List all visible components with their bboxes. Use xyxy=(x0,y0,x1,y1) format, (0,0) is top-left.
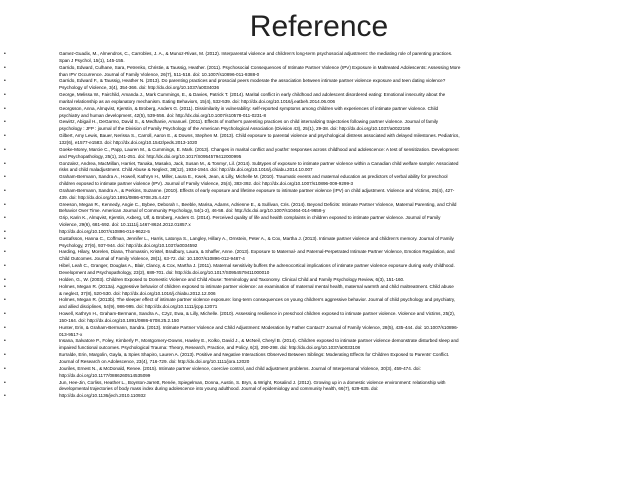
reference-text-continued: marital relationship as an explanatory mechanism. Eating Behaviors, 15(4), 532-539. doi: http://dx.doi.org/10.1016/j.eatbeh.2014.06.006 xyxy=(59,98,336,104)
reference-item xyxy=(0,161,638,175)
reference-text: Gustafsson, Hanna C., Coffman, Jennifer L., Harris, Latonya S., Langley, Hillary A., Ornstein, Peter A., & Cox, Martha J. (2013). Intimate partner violence and children's memory. Journal of Family xyxy=(59,235,454,241)
reference-text: Greeson, Megan R., Kennedy, Angie C., Bybee, Deborah I., Beeble, Marisa, Adams, Adrienne E., & Sullivan, Cris. (2014). Beyond Deficits: Intimate Partner Violence, Maternal Parenting, and Child xyxy=(59,201,457,207)
reference-text-continued: Psychology, 27(6), 937-944. doi: http://dx.doi.org/10.1037/a0034592 xyxy=(59,242,198,248)
reference-item xyxy=(0,174,638,188)
reference-text: Gewirtz, Abigail H., DeGarmo, David S., & Medhanie, Amanuel. (2011). Effects of mother's parenting practices on child internalizing trajectories following partner violence. Journal of family xyxy=(59,119,439,125)
reference-text-continued: http://dx.doi.org/10.1177/0886260514535099 xyxy=(59,372,151,378)
reference-text: Gamez-Guadix, M., Almendros, C., Carrobles, J. A., & Munoz-Rivas, M. (2012). Interparental violence and children's long-term psychosocial adjustment: the mediating role of parenting practices. xyxy=(59,51,453,56)
reference-item xyxy=(0,215,638,229)
reference-text: Garrido, Edward, Culhane, Sara, Petrenko, Christie, & Taussig, Heather. (2011). Psychosocial Consequences of Intimate Partner Violence (IPV) Exposure in Maltreated Adolescents: Assessing More xyxy=(59,64,461,70)
reference-text-continued: Development and Psychopathology, 23(2), 689-701. doi: http://dx.doi.org/10.1017/S0954579411000010 xyxy=(59,270,270,275)
reference-text-continued: than IPV Occurrence. Journal of Family Violence, 26(7), 511-518. doi: 10.1007/s10896-011-9388-0 xyxy=(59,71,260,77)
reference-text-continued: 132(6), e1577-e1583. doi: http://dx.doi.org/10.1542/peds.2013-1020 xyxy=(59,139,198,145)
reference-item xyxy=(0,263,638,277)
reference-item xyxy=(0,380,638,394)
reference-item xyxy=(0,311,638,325)
reference-text: Insana, Salvatore P., Foley, Kimberly P., Montgomery-Downs, Hawley E., Kolko, David J., & McNeil, Cheryl B. (2014). Children exposed to intimate partner violence demonstrate disturbed sleep and xyxy=(59,338,459,344)
reference-item xyxy=(0,338,638,352)
reference-item xyxy=(0,393,638,400)
reference-text-continued: psychiatry and human development, 42(5), 539-556. doi: http://dx.doi.org/10.1007/s10578-011-0231-8 xyxy=(59,112,267,118)
reference-text-continued: 439. doi: http://dx.doi.org/10.1891/0886-6708.25.4.427 xyxy=(59,194,170,200)
reference-text: Hibel, Leah C., Granger, Douglas A., Blair, Clancy, & Cox, Martha J. (2011). Maternal sensitivity buffers the adrenocortical implications of intimate partner violence exposure during early childhood. xyxy=(59,263,455,269)
reference-item xyxy=(0,352,638,366)
reference-text-continued: and Psychopathology, 25(1), 241-251. doi: http://dx.doi.org/10.1017/S0954579412000995 xyxy=(59,153,242,159)
reference-text: Hunter, Erin, & Graham-Bermann, Sandra. (2013). Intimate Partner Violence and Child Adjustment: Moderation by Father Contact? Journal of Family Violence, 28(5), 435-444. doi: 10.1007/s10896- xyxy=(59,324,459,330)
reference-item xyxy=(0,51,638,65)
reference-text-continued: developmental trajectories of body mass index during adolescence into young adulthood. Journal of epidemiology and community health, 66(7), 629-635. doi: xyxy=(59,386,379,392)
reference-text: Holden, G., W. (2003). Children Exposed to Domestic Violence and Child Abuse: Terminology and Taxonomy. Clinical Child and Family Psychology Review, 6(3), 151-160. xyxy=(59,276,405,282)
reference-list xyxy=(0,51,638,400)
reference-text: Iturralde, Erin, Margolin, Gayla, & Spies Shapiro, Lauren A. (2013). Positive and Negative Interactions Observed Between Siblings: Moderating Effects for Children Exposed to Parents' Conflict. xyxy=(59,352,450,358)
reference-text: Graham-Bermann, Sandra A., & Perkins, Suzanne. (2010). Effects of early exposure and lifetime exposure to intimate partner violence (IPV) on child adjustment. Violence and Victims, 25(4), 427- xyxy=(59,187,455,193)
reference-text: Harding, Hilary, Morelen, Diana, Thomassin, Kristel, Bradbury, Laura, & Shaffer, Anne. (2013). Exposure to Maternal- and Paternal-Perpetrated Intimate Partner Violence, Emotion Regulation, and xyxy=(59,249,455,255)
reference-item xyxy=(0,119,638,133)
reference-text-continued: 150-164. doi: http://dx.doi.org/10.1891/0886-6708.25.2.150 xyxy=(59,317,180,323)
reference-text: Jouriles, Ernest N., & McDonald, Renee. (2015). Intimate partner violence, coercive control, and child adjustment problems. Journal of Interpersonal Violence, 30(3), 459-474. doi: xyxy=(59,365,421,371)
reference-item xyxy=(0,297,638,311)
reference-text: Gonzalez, Andrea, MacMillan, Harriet, Tanaka, Masako, Jack, Susan M., & Tonmyr, Lil. (2014). Subtypes of exposure to intimate partner violence within a Canadian child welfare sample: Associated xyxy=(59,160,459,166)
reference-text-continued: Psychology of Violence, 3(4), 354-366. doi: http://dx.doi.org/10.1037/a0034036 xyxy=(59,85,220,91)
reference-text-continued: Journal of Research on Adolescence, 23(4), 716-729. doi: http://dx.doi.org/10.1111/jora.12020 xyxy=(59,358,250,364)
reference-text-continued: Violence, 29(6), 681-692. doi: 10.1111/j.1467-8624.2012.01857.x xyxy=(59,222,191,228)
reference-item xyxy=(0,106,638,120)
reference-text: George, Melissa W., Fairchild, Amanda J., Mark Cummings, E., & Davies, Patrick T. (2014). Marital conflict in early childhood and adolescent disordered eating: Emotional insecurity about the xyxy=(59,92,446,98)
reference-text-continued: psychology : JFP : journal of the Division of Family Psychology of the American Psychological Association (Division 43), 25(1), 29-38. doi: http://dx.doi.org/10.1037/a0022195 xyxy=(59,126,411,132)
reference-item xyxy=(0,366,638,380)
reference-text: http://dx.doi.org/10.1007/s10896-014-9622-5 xyxy=(59,228,150,234)
reference-text-continued: 013-9517-x xyxy=(59,331,83,337)
reference-text-continued: Child Outcomes. Journal of Family Violence, 28(1), 63-72. doi: 10.1007/s10896-012-9487-4 xyxy=(59,256,245,262)
reference-item xyxy=(0,277,638,284)
reference-text-continued: impaired functional outcomes. Psychological Trauma: Theory, Research, Practice, and Policy, 6(3), 290-298. doi: http://dx.doi.org/10.1037/a0033108 xyxy=(59,345,361,351)
reference-text-continued: Behavior Over Time. American Journal of Community Psychology, 54(1-2), 46-58. doi: http://dx.doi.org/10.1007/s10464-014-9658-y xyxy=(59,208,326,214)
reference-item xyxy=(0,92,638,106)
reference-text: Goeke-Morey, Marcie C., Papp, Lauren M., & Cummings, E. Mark. (2013). Changes in marital conflict and youths' responses across childhood and adolescence: A test of sensitization. Development xyxy=(59,146,459,152)
reference-text: Graham-Bermann, Sandra A., Howell, Kathryn H., Miller, Laura E., Kwek, Jean, & Lilly, Michelle M. (2010). Traumatic events and maternal education as predictors of verbal ability for preschool xyxy=(59,174,448,180)
reference-text-continued: and allied disciplines, 54(9), 986-995. doi: http://dx.doi.org/10.1111/jcpp.12071 xyxy=(59,304,218,310)
reference-text-continued: & neglect, 37(8), 520-530. doi: http://dx.doi.org/10.1016/j.chiabu.2012.12.006 xyxy=(59,290,216,296)
reference-text-continued: children exposed to intimate partner violence (IPV). Journal of Family Violence, 25(4), 383-392. doi: http://dx.doi.org/10.1007/s10896-009-9299-3 xyxy=(59,181,354,187)
reference-text-continued: risks and child maladjustment. Child Abuse & Neglect, 38(12), 1934-1944. doi: http://dx.doi.org/10.1016/j.chiabu.2014.10.007 xyxy=(59,167,313,173)
slide-title: Reference xyxy=(249,10,389,43)
reference-text: Grip, Karin K., Almqvist, Kjerstin, Axberg, Ulf, & Broberg, Anders G. (2014). Perceived quality of life and health complaints in children exposed to intimate partner violence. Journal of Family xyxy=(59,215,441,221)
reference-item xyxy=(0,325,638,339)
reference-text: Howell, Kathryn H., Graham-Bermann, Sandra A., Czyz, Ewa, & Lilly, Michelle. (2010). Assessing resilience in preschool children exposed to intimate partner violence. Violence and Victims, 25(2), xyxy=(59,311,456,317)
reference-item xyxy=(0,147,638,161)
reference-text-continued: Span J Psychol, 15(1), 145-155. xyxy=(59,57,125,63)
reference-text: Holmes, Megan R. (2013a). Aggressive behavior of children exposed to intimate partner violence: an examination of maternal mental health, maternal warmth and child maltreatment. Child abuse xyxy=(59,283,454,289)
reference-item xyxy=(0,236,638,250)
reference-item xyxy=(0,78,638,92)
reference-item xyxy=(0,249,638,263)
reference-item xyxy=(0,133,638,147)
reference-item xyxy=(0,188,638,202)
reference-item xyxy=(0,229,638,236)
reference-item xyxy=(0,202,638,216)
reference-text: Holmes, Megan R. (2013b). The sleeper effect of intimate partner violence exposure: long-term consequences on young children's aggressive behavior. Journal of child psychology and psychiatry, xyxy=(59,297,456,303)
reference-text: Gilbert, Amy Lewis, Bauer, Nerissa S., Carroll, Aaron E., & Downs, Stephen M. (2013). Child exposure to parental violence and psychological distress associated with delayed milestones. Pediatrics, xyxy=(59,133,460,139)
reference-text: Jun, Hee-Jin, Corliss, Heather L., Boynton-Jarrett, Renée, Spiegelman, Donna, Austin, S. Bryn, & Wright, Rosalind J. (2012). Growing up in a domestic violence environment: relationship with xyxy=(59,379,446,385)
reference-item xyxy=(0,284,638,298)
reference-text: Georgsson, Anna, Almqvist, Kjerstin, & Broberg, Anders G. (2011). Dissimilarity in vulnerability: self-reported symptoms among children with experiences of intimate partner violence. Child xyxy=(59,105,439,111)
reference-text: Garrido, Edward F., & Taussig, Heather N. (2013). Do parenting practices and prosocial peers moderate the association between intimate partner violence exposure and teen dating violence? xyxy=(59,78,446,84)
reference-item xyxy=(0,65,638,79)
reference-text: http://dx.doi.org/10.1136/jech.2010.110932 xyxy=(59,393,146,399)
